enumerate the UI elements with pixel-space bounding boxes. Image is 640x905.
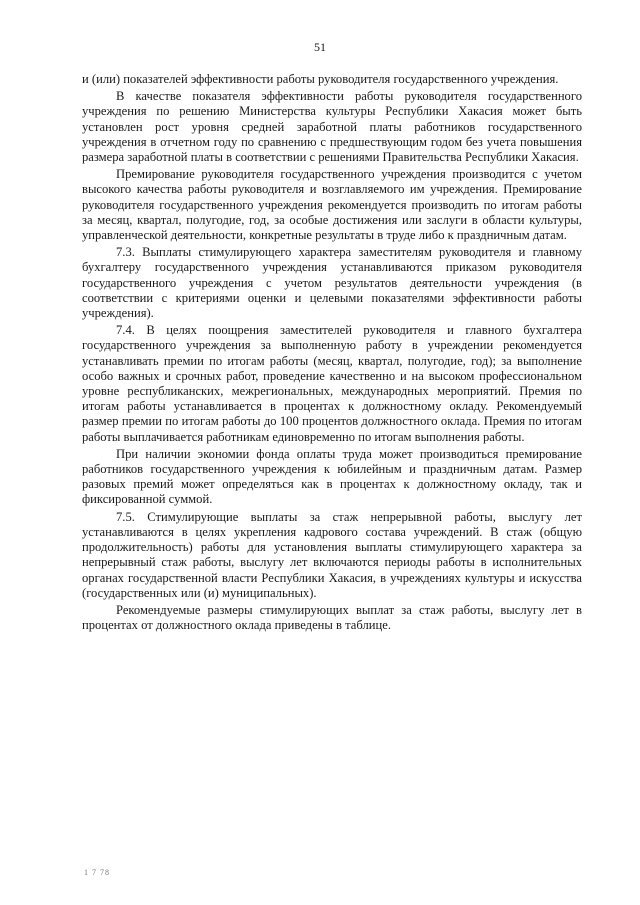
paragraph: Премирование руководителя государственного учреждения производится с учетом высокого качества работы руководителя и возглавляемого им учреждения. Премирование руководителя государственного учреждения рекомендуется производить по итогам работы за месяц, квартал, полугодие, год, за особые достижения или заслуги в области культуры, управленческой деятельности, конкретные результаты в труде либо к праздничным датам. (82, 167, 582, 243)
footer-mark: 1 7 78 (84, 868, 110, 877)
page-number: 51 (314, 40, 326, 54)
paragraph: Рекомендуемые размеры стимулирующих выплат за стаж работы, выслугу лет в процентах от должностного оклада приведены в таблице. (82, 602, 582, 633)
document-body (82, 72, 582, 635)
paragraph: При наличии экономии фонда оплаты труда может производиться премирование работников государственного учреждения к юбилейным и праздничным датам. Размер разовых премий может определяться как в процентах к должностному окладу, так и фиксированной суммой. (82, 446, 582, 507)
paragraph-continuation: и (или) показателей эффективности работы руководителя государственного учреждения. (82, 72, 559, 86)
paragraph-section-7-5: 7.5. Стимулирующие выплаты за стаж непрерывной работы, выслугу лет устанавливаются в целях укрепления кадрового состава учреждений. В стаж (общую продолжительность) работы для установления выплаты стимулирующего характера за непрерывный стаж работы, выслугу лет включаются периоды работы в исполнительных органах государственной власти Республики Хакасия, в учреждениях культуры и искусства (государственных или (и) муниципальных). (82, 509, 582, 600)
paragraph-section-7-3: 7.3. Выплаты стимулирующего характера заместителям руководителя и главному бухгалтеру государственного учреждения устанавливаются приказом руководителя государственного учреждения с учетом результатов деятельности учреждения (в соответствии с критериями оценки и целевыми показателями эффективности работы учреждения). (82, 245, 582, 321)
paragraph: В качестве показателя эффективности работы руководителя государственного учреждения по решению Министерства культуры Республики Хакасия может быть установлен рост уровня средней заработной платы работников государственного учреждения в отчетном году по сравнению с предшествующим годом без учета повышения размера заработной платы в соответствии с решениями Правительства Республики Хакасия. (82, 89, 582, 165)
paragraph-section-7-4: 7.4. В целях поощрения заместителей руководителя и главного бухгалтера государственного учреждения за выполненную работу в учреждении рекомендуется устанавливать премии по итогам работы (месяц, квартал, полугодие, год); за выполнение особо важных и срочных работ, проведение качественно и на высоком профессиональном уровне республиканских, межрегиональных, международных мероприятий. Премия по итогам работы устанавливается в процентах к должностному окладу. Рекомендуемый размер премии по итогам работы до 100 процентов должностного оклада. Премия по итогам работы выплачивается работникам единовременно по итогам выполнения работы. (82, 323, 582, 444)
